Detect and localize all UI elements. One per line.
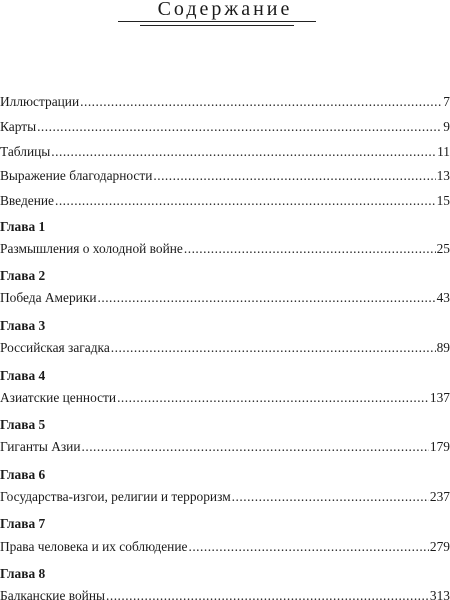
dot-leader xyxy=(188,539,428,555)
toc-entry-label: Выражение благодарности xyxy=(0,168,153,183)
toc-entry-page: 313 xyxy=(429,588,450,600)
chapter-label: Глава 8 xyxy=(0,566,46,581)
chapter-label: Глава 7 xyxy=(0,516,46,531)
chapter-label: Глава 2 xyxy=(0,268,46,283)
toc-entry-label: Иллюстрации xyxy=(0,94,80,109)
toc-entry-introduction[interactable] xyxy=(0,193,450,209)
dot-leader xyxy=(106,588,429,600)
toc-entry-page: 237 xyxy=(429,489,450,504)
toc-entry-label: Права человека и их соблюдение xyxy=(0,539,188,554)
toc-entry-chapter-6[interactable] xyxy=(0,489,450,505)
dot-leader xyxy=(153,168,435,184)
dot-leader xyxy=(111,340,436,356)
toc-entry-page: 15 xyxy=(436,193,450,208)
toc-entry-chapter-4[interactable] xyxy=(0,390,450,406)
chapter-label: Глава 4 xyxy=(0,368,46,383)
dot-leader xyxy=(117,390,429,406)
dot-leader xyxy=(184,241,436,257)
toc-entry-page: 279 xyxy=(429,539,450,554)
toc-entry-tables[interactable] xyxy=(0,144,450,160)
toc-entry-page: 13 xyxy=(436,168,450,183)
dot-leader xyxy=(232,489,429,505)
toc-entry-label: Победа Америки xyxy=(0,290,97,305)
toc-entry-chapter-1[interactable] xyxy=(0,241,450,257)
toc-entry-page: 179 xyxy=(429,439,450,454)
toc-entry-label: Таблицы xyxy=(0,144,51,159)
toc-entry-page: 9 xyxy=(443,119,450,134)
chapter-label: Глава 3 xyxy=(0,318,46,333)
dot-leader xyxy=(80,94,442,110)
toc-entry-illustrations[interactable] xyxy=(0,94,450,110)
dot-leader xyxy=(82,439,429,455)
chapter-label: Глава 6 xyxy=(0,467,46,482)
toc-entry-page: 11 xyxy=(437,144,450,159)
toc-entry-chapter-8[interactable] xyxy=(0,588,450,600)
dot-leader xyxy=(98,290,436,306)
toc-entry-chapter-2[interactable] xyxy=(0,290,450,306)
page-title: Содержание xyxy=(157,0,293,20)
toc-entry-acknowledgements[interactable] xyxy=(0,168,450,184)
toc-entry-label: Размышления о холодной войне xyxy=(0,241,183,256)
toc-entry-chapter-3[interactable] xyxy=(0,340,450,356)
toc-entry-label: Гиганты Азии xyxy=(0,439,81,454)
toc-entry-label: Государства-изгои, религии и терроризм xyxy=(0,489,231,504)
toc-entry-page: 25 xyxy=(436,241,450,256)
dot-leader xyxy=(37,119,442,135)
dot-leader xyxy=(55,193,436,209)
toc-entry-page: 89 xyxy=(436,340,450,355)
title-rule-lower xyxy=(140,25,294,26)
toc-entry-label: Балканские войны xyxy=(0,588,106,600)
toc-entry-label: Азиатские ценности xyxy=(0,390,117,405)
toc-entry-label: Карты xyxy=(0,119,37,134)
toc-entry-label: Российская загадка xyxy=(0,340,110,355)
toc-entry-maps[interactable] xyxy=(0,119,450,135)
toc-entry-chapter-7[interactable] xyxy=(0,539,450,555)
toc-heading-block xyxy=(0,0,450,21)
toc-entry-chapter-5[interactable] xyxy=(0,439,450,455)
chapter-label: Глава 1 xyxy=(0,219,46,234)
toc-entry-page: 43 xyxy=(436,290,450,305)
chapter-label: Глава 5 xyxy=(0,417,46,432)
toc-entry-label: Введение xyxy=(0,193,54,208)
toc-entry-page: 7 xyxy=(443,94,450,109)
title-rule-upper xyxy=(118,21,316,22)
toc-entry-page: 137 xyxy=(429,390,450,405)
dot-leader xyxy=(51,144,436,160)
